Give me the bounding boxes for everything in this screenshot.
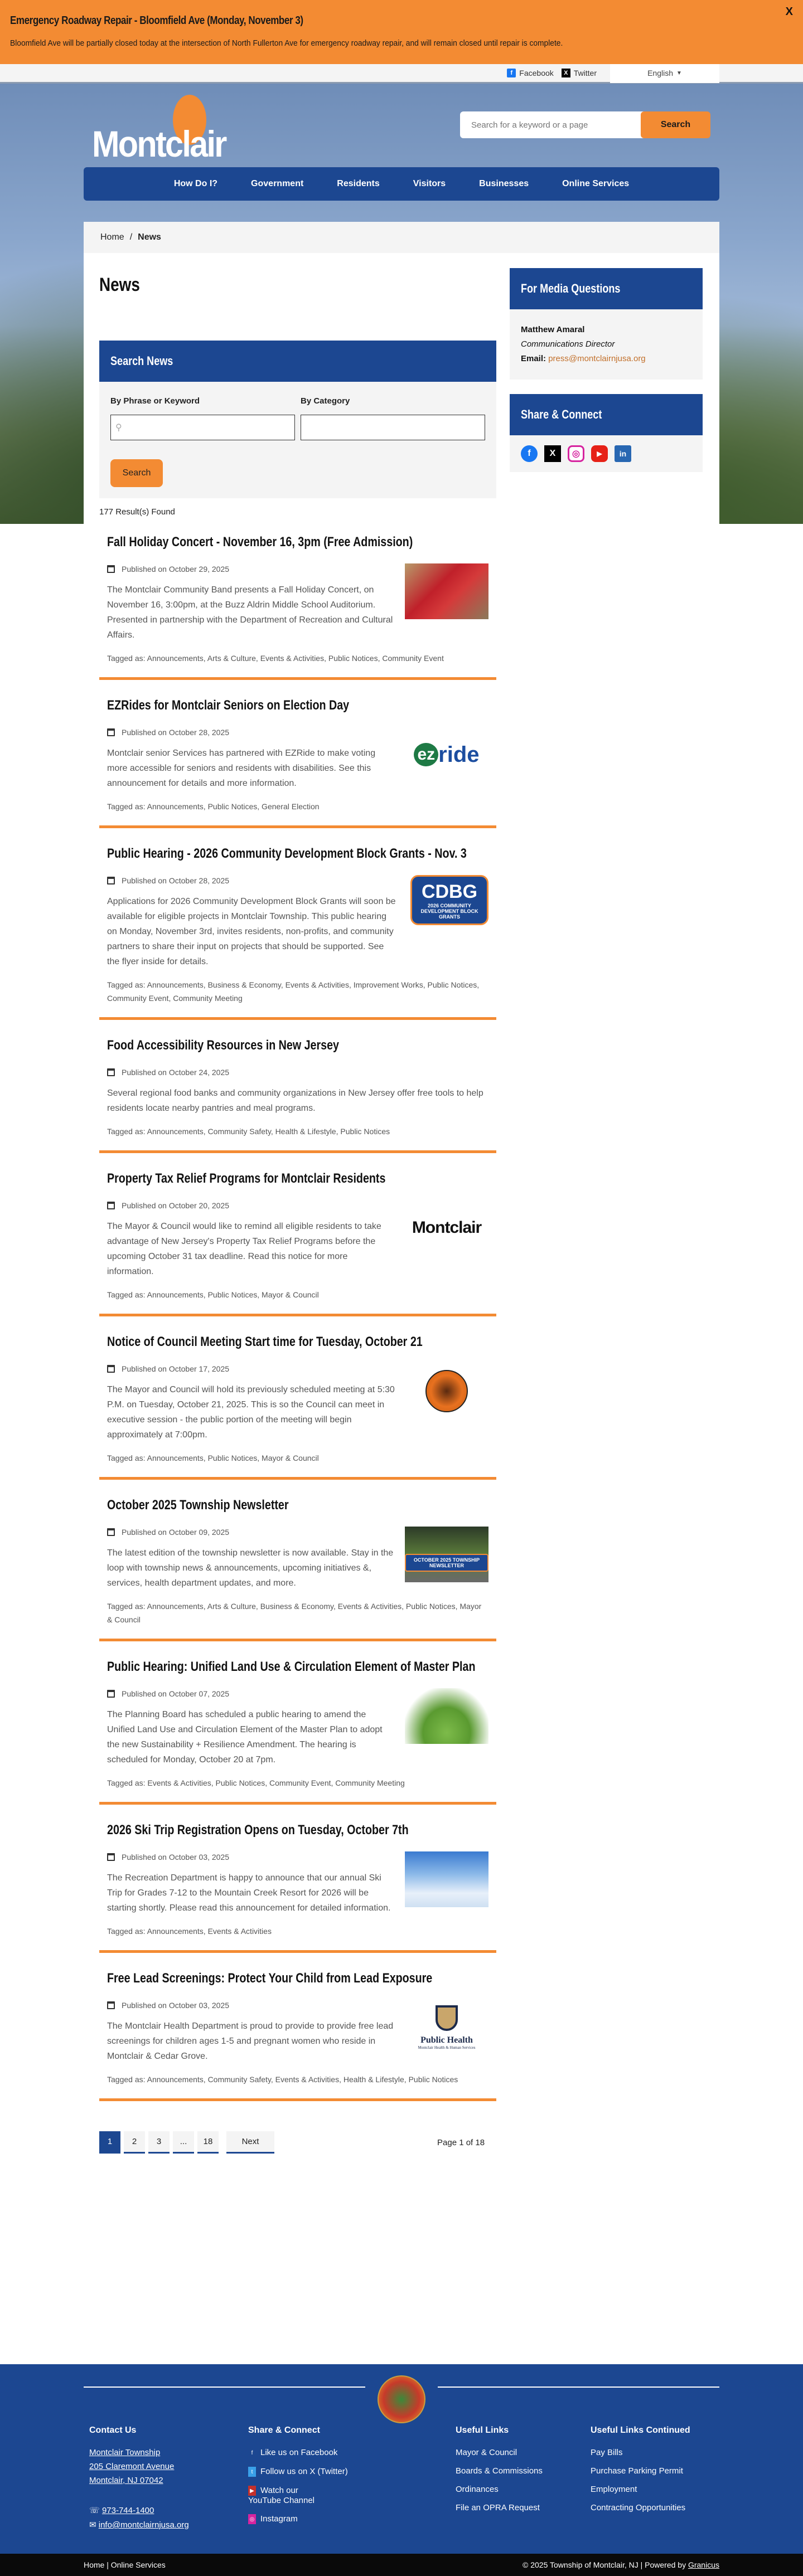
news-summary: The Planning Board has scheduled a public hearing to amend the Unified Land Use and Circulation Element of the Master Plan to adopt the new Sustainability + Resilience Amendment. The hearing is scheduled for Monday, October 20 at 7pm.	[107, 1710, 383, 1765]
calendar-icon	[107, 1202, 115, 1209]
page-2-button[interactable]: 2	[124, 2131, 145, 2154]
footer-divider-right	[438, 2387, 719, 2388]
site-footer	[0, 2364, 803, 2554]
email-icon: ✉	[89, 2520, 99, 2530]
footer-useful-links	[456, 2426, 591, 2539]
news-summary: The Recreation Department is happy to announce that our annual Ski Trip for Grades 7-12 to the Mountain Creek Resort for 2026 will be starting shortly. Please read this announcement for detailed information.	[107, 1873, 391, 1913]
media-questions-heading: For Media Questions	[510, 268, 703, 309]
main-nav	[84, 167, 719, 201]
media-contact-name: Matthew Amaral	[521, 325, 585, 334]
cdbg-subtitle: 2026 COMMUNITY DEVELOPMENT BLOCK GRANTS	[420, 902, 478, 920]
media-questions-box	[510, 268, 703, 380]
footer-link-mayor-council[interactable]: Mayor & Council	[456, 2448, 517, 2457]
news-thumbnail[interactable]	[405, 727, 488, 782]
search-news-button[interactable]: Search	[110, 459, 163, 487]
news-tags: Tagged as: Announcements, Community Safety, Events & Activities, Health & Lifestyle, Public Notices	[107, 2075, 458, 2084]
page-3-button[interactable]: 3	[148, 2131, 170, 2154]
twitter-label: Twitter	[573, 69, 597, 77]
public-health-subtitle: Montclair Health & Human Services	[418, 2045, 476, 2050]
news-tags: Tagged as: Events & Activities, Public Notices, Community Event, Community Meeting	[107, 1778, 405, 1787]
calendar-icon	[107, 1853, 115, 1861]
calendar-icon	[107, 1528, 115, 1536]
montclair-logo-text: Montclair	[412, 1218, 482, 1237]
news-summary: The Montclair Community Band presents a Fall Holiday Concert, on November 16, 3:00pm, at the Buzz Aldrin Middle School Auditorium. Presented in partnership with the Department of Recreation and Cultural Affairs.	[107, 585, 393, 640]
health-shield-icon	[436, 2005, 458, 2031]
main-column	[99, 253, 496, 2154]
footer-share-heading: Share & Connect	[248, 2426, 320, 2435]
news-item	[99, 1153, 496, 1316]
sidebar	[510, 253, 703, 2154]
news-item	[99, 517, 496, 680]
footer-instagram-link[interactable]: ◎ Instagram	[248, 2514, 456, 2524]
footer-divider-left	[84, 2387, 365, 2388]
granicus-link[interactable]: Granicus	[688, 2560, 719, 2569]
news-date: Published on October 09, 2025	[122, 1528, 230, 1537]
news-summary: The Mayor and Council will hold its previously scheduled meeting at 5:30 P.M. on Tuesday, October 21, 2025. This is so the Council can meet in executive session - the public portion of the meeting will begin approximately at 7:00pm.	[107, 1385, 395, 1440]
copyright: © 2025 Township of Montclair, NJ | Powered by Granicus	[523, 2560, 719, 2569]
nav-businesses[interactable]: Businesses	[479, 179, 529, 188]
facebook-link[interactable]	[507, 69, 553, 77]
news-thumbnail[interactable]	[405, 1851, 488, 1907]
twitter-link[interactable]	[562, 69, 597, 77]
site-search-button[interactable]: Search	[641, 111, 710, 138]
news-summary: The latest edition of the township newsletter is now available. Stay in the loop with township news & announcements, upcoming initiatives &, services, health department updates, and more.	[107, 1548, 394, 1588]
footer-link-boards[interactable]: Boards & Commissions	[456, 2466, 543, 2476]
youtube-icon[interactable]: ▶	[591, 445, 608, 462]
results-count: 177 Result(s) Found	[99, 507, 175, 517]
footer-contact	[89, 2426, 248, 2539]
news-title-link[interactable]: Notice of Council Meeting Start time for Tuesday, October 21	[107, 1334, 423, 1349]
alert-body: Bloomfield Ave will be partially closed today at the intersection of North Fullerton Ave for emergency roadway repair, and will remain closed until repair is complete.	[10, 38, 563, 48]
news-item	[99, 1805, 496, 1953]
alert-title: Emergency Roadway Repair - Bloomfield Ave (Monday, November 3)	[10, 14, 303, 27]
footer-link-parking-permit[interactable]: Purchase Parking Permit	[591, 2466, 683, 2476]
footer-email-link[interactable]: info@montclairnjusa.org	[98, 2520, 189, 2530]
phone-icon: ☏	[89, 2506, 102, 2515]
search-news-heading: Search News	[99, 341, 496, 382]
footer-contact-heading: Contact Us	[89, 2426, 137, 2435]
news-list	[99, 517, 496, 2101]
cdbg-title: CDBG	[421, 881, 478, 902]
youtube-icon: ▶	[248, 2486, 256, 2496]
instagram-icon[interactable]: ◎	[568, 445, 584, 462]
news-item	[99, 1641, 496, 1805]
ezride-logo-ez: ez	[414, 743, 438, 766]
news-date: Published on October 24, 2025	[122, 1068, 230, 1077]
footer-share	[248, 2426, 456, 2539]
media-email-link[interactable]: press@montclairnjusa.org	[548, 354, 646, 363]
page-1-button[interactable]: 1	[99, 2131, 120, 2154]
news-title-link[interactable]: Free Lead Screenings: Protect Your Child from Lead Exposure	[107, 1971, 433, 1986]
chevron-down-icon: ▼	[676, 70, 682, 76]
ezride-logo-ride: ride	[438, 742, 480, 767]
keyword-label: By Phrase or Keyword	[110, 396, 200, 406]
page-status: Page 1 of 18	[437, 2137, 485, 2147]
news-item	[99, 1480, 496, 1641]
news-tags: Tagged as: Announcements, Community Safety, Health & Lifestyle, Public Notices	[107, 1127, 390, 1136]
news-date: Published on October 29, 2025	[122, 565, 230, 573]
news-summary: The Montclair Health Department is proud to provide to provide free lead screenings for children ages 1-5 and pregnant women who reside in Montclair & Cedar Grove.	[107, 2021, 394, 2061]
footer-useful-links-continued	[591, 2426, 724, 2539]
x-icon[interactable]: X	[544, 445, 561, 462]
language-value: English	[647, 69, 673, 77]
news-title-link[interactable]: Fall Holiday Concert - November 16, 3pm (Free Admission)	[107, 534, 413, 550]
footer-facebook-link[interactable]: f Like us on Facebook	[248, 2448, 456, 2458]
township-seal-icon	[378, 2375, 425, 2423]
news-thumbnail[interactable]	[405, 1688, 488, 1744]
page-title: News	[99, 274, 140, 295]
page-18-button[interactable]: 18	[197, 2131, 219, 2154]
news-date: Published on October 17, 2025	[122, 1364, 230, 1373]
footer-link-employment[interactable]: Employment	[591, 2485, 637, 2494]
share-connect-box	[510, 394, 703, 472]
calendar-icon	[107, 1068, 115, 1076]
news-summary: Several regional food banks and community organizations in New Jersey offer free tools to help residents locate nearby pantries and meal programs.	[107, 1088, 483, 1113]
facebook-label: Facebook	[519, 69, 554, 77]
nav-government[interactable]: Government	[251, 179, 304, 188]
pagination	[99, 2131, 496, 2154]
nav-online-services[interactable]: Online Services	[562, 179, 630, 188]
news-title-link[interactable]: Public Hearing - 2026 Community Development Block Grants - Nov. 3	[107, 846, 467, 861]
footer-org-link[interactable]: Montclair Township	[89, 2448, 161, 2457]
news-date: Published on October 28, 2025	[122, 876, 230, 885]
share-connect-heading: Share & Connect	[510, 394, 703, 435]
calendar-icon	[107, 728, 115, 736]
news-date: Published on October 03, 2025	[122, 2001, 230, 2010]
nav-residents[interactable]: Residents	[337, 179, 380, 188]
news-tags: Tagged as: Announcements, Arts & Culture, Business & Economy, Events & Activities, Public Notices, Mayor & Council	[107, 1602, 482, 1624]
next-page-button[interactable]: Next	[226, 2131, 274, 2154]
calendar-icon	[107, 565, 115, 573]
footer-link-opra[interactable]: File an OPRA Request	[456, 2503, 540, 2512]
township-seal-icon	[425, 1370, 468, 1412]
news-item	[99, 1020, 496, 1153]
facebook-icon: f	[507, 69, 516, 77]
news-summary: The Mayor & Council would like to remind all eligible residents to take advantage of New Jersey's Property Tax Relief Programs before the upcoming October 31 tax deadline. Read this notice for more information.	[107, 1222, 381, 1276]
news-tags: Tagged as: Announcements, Public Notices, Mayor & Council	[107, 1454, 319, 1462]
news-title-link[interactable]: Food Accessibility Resources in New Jersey	[107, 1038, 340, 1053]
footer-street-link[interactable]: 205 Claremont Avenue	[89, 2462, 175, 2471]
site-search-input[interactable]	[460, 111, 644, 138]
category-select[interactable]	[301, 415, 485, 440]
search-icon: ⚲	[115, 423, 122, 432]
keyword-input[interactable]	[110, 415, 295, 440]
news-tags: Tagged as: Announcements, Arts & Culture, Events & Activities, Public Notices, Community Event	[107, 654, 444, 663]
page-ellipsis: ...	[173, 2131, 194, 2154]
calendar-icon	[107, 877, 115, 884]
footer-link-contracting[interactable]: Contracting Opportunities	[591, 2503, 686, 2512]
news-date: Published on October 28, 2025	[122, 728, 230, 737]
newsletter-badge: OCTOBER 2025 TOWNSHIP NEWSLETTER	[405, 1554, 488, 1572]
breadcrumb-separator: /	[129, 232, 133, 242]
news-item	[99, 828, 496, 1020]
news-date: Published on October 07, 2025	[122, 1689, 230, 1698]
news-date: Published on October 20, 2025	[122, 1201, 230, 1210]
calendar-icon	[107, 2001, 115, 2009]
facebook-icon: f	[251, 2449, 253, 2456]
footer-useful-heading: Useful Links	[456, 2426, 509, 2435]
news-thumbnail[interactable]	[405, 1527, 488, 1582]
search-news-box	[99, 341, 496, 498]
footer-link-ordinances[interactable]: Ordinances	[456, 2485, 499, 2494]
media-contact-role: Communications Director	[521, 339, 615, 349]
breadcrumb	[84, 222, 719, 253]
breadcrumb-home[interactable]: Home	[100, 232, 124, 242]
bottom-links[interactable]: Home | Online Services	[84, 2560, 166, 2569]
news-thumbnail[interactable]	[405, 1363, 488, 1419]
footer-youtube-link[interactable]: ▶ Watch our YouTube Channel	[248, 2486, 315, 2506]
emergency-alert-banner	[0, 0, 803, 64]
footer-useful2-heading: Useful Links Continued	[591, 2426, 690, 2435]
linkedin-icon[interactable]: in	[615, 445, 631, 462]
breadcrumb-current: News	[138, 232, 161, 242]
x-icon: X	[562, 69, 570, 77]
utility-bar	[0, 64, 803, 84]
news-date: Published on October 03, 2025	[122, 1853, 230, 1861]
content-panel	[84, 222, 719, 2154]
facebook-icon[interactable]: f	[521, 445, 538, 462]
hero-background	[0, 84, 803, 2147]
footer-twitter-link[interactable]: t Follow us on X (Twitter)	[248, 2467, 456, 2477]
news-thumbnail[interactable]	[405, 2000, 488, 2055]
news-title-link[interactable]: Property Tax Relief Programs for Montclair Residents	[107, 1171, 386, 1186]
language-select[interactable]	[610, 64, 719, 83]
news-thumbnail[interactable]	[410, 875, 488, 925]
site-search	[460, 111, 710, 138]
calendar-icon	[107, 1690, 115, 1698]
logo-text: Montclair	[92, 123, 226, 164]
email-label: Email:	[521, 354, 546, 363]
nav-how-do-i[interactable]: How Do I?	[173, 179, 218, 188]
public-health-title: Public Health	[420, 2035, 473, 2045]
news-title-link[interactable]: 2026 Ski Trip Registration Opens on Tuesday, October 7th	[107, 1822, 409, 1838]
footer-phone-link[interactable]: 973-744-1400	[101, 2506, 154, 2515]
news-title-link[interactable]: EZRides for Montclair Seniors on Election Day	[107, 698, 350, 713]
footer-link-pay-bills[interactable]: Pay Bills	[591, 2448, 623, 2457]
news-tags: Tagged as: Announcements, Public Notices, Mayor & Council	[107, 1290, 319, 1299]
footer-city-link[interactable]: Montclair, NJ 07042	[89, 2476, 163, 2485]
news-tags: Tagged as: Announcements, Public Notices, General Election	[107, 802, 320, 811]
category-label: By Category	[301, 396, 350, 406]
bottom-bar	[0, 2554, 803, 2576]
news-tags: Tagged as: Announcements, Business & Economy, Events & Activities, Improvement Works, Public Notices, Community Event, Community Meeting	[107, 980, 480, 1003]
instagram-icon: ◎	[248, 2514, 256, 2524]
twitter-icon: t	[248, 2467, 256, 2477]
news-title-link[interactable]: October 2025 Township Newsletter	[107, 1498, 289, 1513]
nav-visitors[interactable]: Visitors	[413, 179, 446, 188]
montclair-logo[interactable]	[92, 95, 237, 164]
news-title-link[interactable]: Public Hearing: Unified Land Use & Circulation Element of Master Plan	[107, 1659, 476, 1674]
news-item	[99, 680, 496, 828]
calendar-icon	[107, 1365, 115, 1373]
alert-close-button[interactable]: X	[785, 6, 793, 18]
news-thumbnail[interactable]	[405, 563, 488, 619]
news-summary: Montclair senior Services has partnered with EZRide to make voting more accessible for seniors and residents with disabilities. See this announcement for details and more information.	[107, 749, 376, 788]
news-summary: Applications for 2026 Community Development Block Grants will soon be available for eligible projects in Montclair Township. This public hearing on Monday, November 3rd, invites residents, non-profits, and community partners to share their input on projects that should be supported. See the flyer inside for details.	[107, 897, 396, 966]
news-item	[99, 1316, 496, 1480]
news-item	[99, 1953, 496, 2101]
news-thumbnail[interactable]	[405, 1200, 488, 1256]
news-tags: Tagged as: Announcements, Events & Activities	[107, 1927, 272, 1936]
